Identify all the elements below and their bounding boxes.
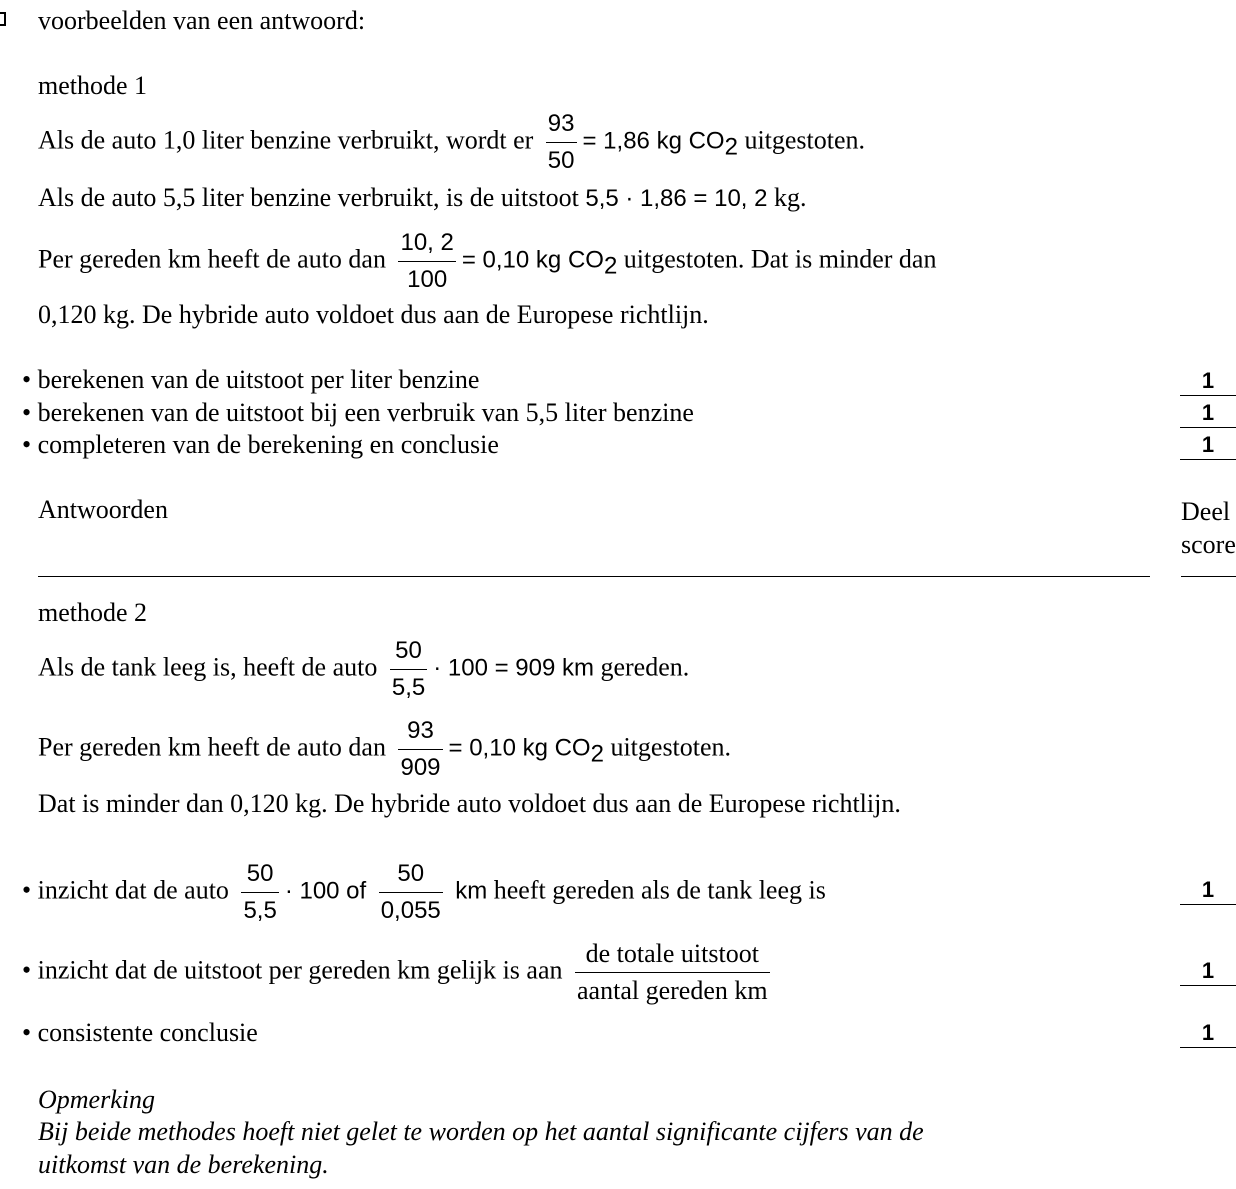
score-label: score	[1181, 530, 1236, 559]
checkbox-icon	[0, 12, 6, 26]
divider	[1181, 576, 1236, 577]
method1-line3-eq: = 0,10 kg CO	[461, 246, 604, 274]
method1-line1-eq: = 1,86 kg CO	[582, 127, 725, 155]
criterion-row	[22, 430, 499, 460]
bullet: •	[22, 430, 32, 459]
bullet: •	[22, 955, 32, 985]
method1-line2-expr: 5,5 · 1,86 = 10, 2	[585, 185, 768, 212]
fraction-denominator: 5,5	[243, 897, 277, 924]
criterion-row	[22, 1018, 258, 1048]
criterion-fraction	[379, 856, 443, 929]
method2-fraction2	[398, 713, 442, 786]
fraction-denominator: 0,055	[380, 897, 441, 924]
remark-title: Opmerking	[38, 1085, 155, 1114]
bullet: •	[22, 1018, 32, 1047]
method1-line1	[38, 106, 865, 179]
criterion-fraction	[575, 936, 770, 1009]
method1-line3-pre: Per gereden km heeft de auto dan	[38, 244, 386, 274]
fraction-denominator: 909	[400, 754, 441, 781]
method2-line1-eq: · 100 = 909 km	[433, 654, 594, 682]
score-value: 1	[1180, 957, 1236, 986]
intro-text: voorbeelden van een antwoord:	[38, 6, 366, 35]
criterion-row	[22, 936, 776, 1009]
method1-line2-pre: Als de auto 5,5 liter benzine verbruikt, is de uitstoot	[38, 183, 579, 212]
criterion-row	[22, 856, 826, 929]
criterion-text: inzicht dat de uitstoot per gereden km gelijk is aan	[37, 955, 563, 985]
method2-title: methode 2	[38, 598, 148, 627]
method1-line2-post: kg.	[773, 183, 807, 212]
bullet: •	[22, 365, 32, 394]
fraction-numerator: 50	[241, 856, 278, 893]
fraction-numerator: 50	[379, 856, 443, 893]
fraction-numerator: 93	[398, 713, 442, 750]
method2-line2-eq: = 0,10 kg CO	[448, 734, 591, 762]
method2-line2-pre: Per gereden km heeft de auto dan	[38, 732, 386, 762]
method1-fraction1	[546, 106, 577, 179]
method2-line1-pre: Als de tank leeg is, heeft de auto	[38, 652, 378, 682]
bullet: •	[22, 398, 32, 427]
fraction-denominator: 5,5	[391, 674, 426, 701]
criterion-fraction	[241, 856, 278, 929]
answers-heading: Antwoorden	[38, 495, 168, 524]
criterion-row	[22, 365, 479, 395]
method1-line3	[38, 225, 936, 298]
criterion-row	[22, 398, 694, 428]
method1-line2	[38, 183, 806, 214]
method1-title: methode 1	[38, 71, 148, 100]
method1-line4: 0,120 kg. De hybride auto voldoet dus aan de Europese richtlijn.	[38, 300, 709, 329]
criterion-text: berekenen van de uitstoot bij een verbruik van 5,5 liter benzine	[37, 398, 694, 427]
criterion-text: berekenen van de uitstoot per liter benzine	[37, 365, 480, 394]
fraction-denominator: 50	[547, 147, 575, 174]
co2-subscript: 2	[603, 252, 618, 280]
remark-line: uitkomst van de berekening.	[38, 1150, 329, 1179]
divider	[38, 576, 1150, 577]
method2-line2-post: uitgestoten.	[610, 732, 732, 762]
criterion-text: completeren van de berekening en conclusie	[37, 430, 499, 459]
deel-label: Deel	[1181, 497, 1231, 526]
method1-line1-post: uitgestoten.	[744, 125, 866, 155]
score-value: 1	[1180, 399, 1236, 428]
co2-subscript: 2	[724, 133, 738, 161]
method2-line2	[38, 713, 731, 786]
criterion-text: heeft gereden als de tank leeg is	[493, 875, 826, 905]
remark-line: Bij beide methodes hoeft niet gelet te worden op het aantal significante cijfers van de	[38, 1117, 924, 1146]
method2-line1	[38, 633, 689, 706]
score-value: 1	[1180, 1019, 1236, 1048]
fraction-numerator: 93	[546, 106, 577, 143]
fraction-numerator: de totale uitstoot	[575, 936, 770, 973]
fraction-numerator: 50	[390, 633, 427, 670]
co2-subscript: 2	[590, 740, 604, 768]
bullet: •	[22, 875, 32, 905]
fraction-denominator: 100	[407, 266, 448, 293]
criterion-mid: · 100 of	[284, 877, 367, 905]
score-value: 1	[1180, 876, 1236, 905]
criterion-text: consistente conclusie	[37, 1018, 258, 1047]
method2-line3: Dat is minder dan 0,120 kg. De hybride auto voldoet dus aan de Europese richtlijn.	[38, 789, 901, 818]
fraction-numerator: 10, 2	[398, 225, 455, 262]
method1-line3-post: uitgestoten. Dat is minder dan	[623, 244, 937, 274]
method1-line1-pre: Als de auto 1,0 liter benzine verbruikt, wordt er	[38, 125, 534, 155]
criterion-text: inzicht dat de auto	[37, 875, 229, 905]
deelscore-heading	[1181, 495, 1236, 561]
method2-fraction1	[390, 633, 427, 706]
method2-line1-post: gereden.	[600, 652, 690, 682]
score-value: 1	[1180, 367, 1236, 396]
fraction-denominator: aantal gereden km	[577, 976, 768, 1005]
score-value: 1	[1180, 431, 1236, 460]
criterion-unit: km	[455, 877, 488, 905]
method1-fraction2	[398, 225, 455, 298]
